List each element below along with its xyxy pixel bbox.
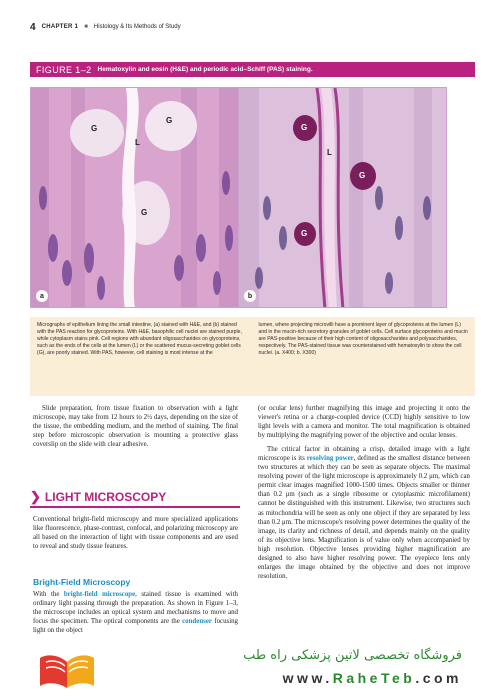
url-suffix: .com (415, 670, 462, 686)
watermark-banner (0, 640, 500, 700)
page-number: 4 (30, 21, 36, 33)
section-chevron-icon: ❯ (30, 489, 41, 504)
resolving-text-2: , defined as the smallest distance between two structures at which they can be seen as separate objects. The maximal resolving power of the light microscope is approximately 0.2 μm, which can permit clear images magnified 1000-1500 times. Objects smaller or thinner than 0.2 μm (such as a single ribosome or cytoplasmic microfilament) cannot be distinguished with this instrument. Likewise, two structures such as mitochondria will be seen as only one object if they are separated by less than 0.2 μm. The microscope's resolving power determines the quality of the image, its clarity and richness of detail, and depends mainly on the quality of its objective lens. Magnification is of value only when accompanied by high resolution. Objective lenses providing higher magnification are designed to also have higher resolving power. The eyepiece lens only enlarges the image obtained by the objective and does not improve resolution. (258, 455, 470, 580)
panel-a-label: a (36, 290, 48, 302)
section-heading (30, 488, 240, 508)
term-condenser: condenser (182, 618, 212, 626)
bright-field-text-1: With the (33, 591, 64, 598)
bright-field-text-2: , stained tissue is examined with ordinary light passing through the preparation. As shown in Figure 1–3, the microscope includes an optical system and mechanisms to move and focus the specimen. The optical components are the (33, 591, 238, 626)
figure-title-bar (30, 62, 475, 77)
running-header (30, 20, 470, 34)
figure-title: Hematoxylin and eosin (H&E) and periodic acid–Schiff (PAS) staining. (97, 66, 313, 73)
body-paragraph-ocular-lens: (or ocular lens) further magnifying this image and projecting it onto the viewer's retina or a charge-coupled device (CCD) highly sensitive to low light levels with a camera and monitor. The total magnification is obtained by multiplying the magnifying power of the objective and ocular lenses. (258, 405, 470, 440)
goblet-cell-label-a3: G (141, 208, 148, 217)
book-logo-icon (38, 650, 96, 690)
body-paragraph-light-microscopy: Conventional bright-field microscopy and more specialized applications like fluorescence, phase-contrast, confocal, and polarizing microscopy are all based on the interaction of light with tissue components and are used to reveal and study tissue features. (33, 516, 238, 551)
lumen-label-a: L (135, 138, 140, 147)
left-column-section (33, 515, 238, 551)
figure-caption (30, 317, 475, 396)
body-paragraph-slide-prep: Slide preparation, from tissue fixation to observation with a light microscope, may take from 12 hours to 2½ days, depending on the size of the tissue, the embedding medium, and the method of staining. The final step before microscopic observation is mounting a protective glass coverslip on the slide with clear adhesive. (33, 405, 238, 449)
caption-left-column: Micrographs of epithelium lining the small intestine, (a) stained with H&E, and (b) stained with the PAS reaction for glycoproteins. With H&E, basophilic cell nuclei are stained purple, while cytoplasm stains pink. Cell regions with abundant oligosaccharides on glycoproteins, such as the ends of the cells at the lumen (L) or the scattered mucus-secreting goblet cells (G), are poorly stained. With PAS, however, cell staining is most intense at the (37, 322, 242, 357)
subsection-heading: Bright-Field Microscopy (33, 577, 131, 587)
resolving-text-1: The critical factor in obtaining a crisp, detailed image with a light microscope is its (258, 446, 470, 463)
figure-label: FIGURE 1–2 (36, 64, 92, 75)
goblet-cell-label-b3: G (301, 229, 308, 238)
left-column-subsection (33, 590, 238, 640)
lumen-label-b: L (327, 148, 332, 157)
right-column (258, 404, 470, 640)
url-prefix: www. (282, 670, 333, 686)
goblet-cell-label-b1: G (301, 123, 308, 132)
url-brand: RaheTeb (332, 670, 416, 686)
micrograph-panel-a (30, 87, 239, 308)
watermark-url (283, 670, 462, 686)
body-paragraph-resolving-power (258, 445, 470, 581)
goblet-cell-label-a2: G (166, 116, 173, 125)
goblet-cell-label-a1: G (91, 124, 98, 133)
pas-micrograph-image (239, 88, 447, 308)
bright-field-text-3: focusing light on the object (33, 618, 238, 635)
chapter-title: Histology & Its Methods of Study (93, 24, 181, 30)
body-paragraph-bright-field (33, 590, 238, 635)
caption-right-column: lumen, where projecting microvilli have a prominent layer of glycoproteins at the lumen (L) and in the mucin-rich secretory granules of goblet cells. Cell surface glycoproteins and mucin are PAS-positive because of their high content of oligosaccharides and polysaccharides, respectively. The PAS-stained tissue was counterstained with hematoxylin to show the cell nuclei. (a. X400; b. X300) (258, 322, 468, 357)
chapter-label: CHAPTER 1 (41, 24, 79, 30)
left-column (33, 404, 238, 449)
term-resolving-power: resolving power (306, 455, 354, 463)
header-separator: ■ (84, 24, 88, 30)
term-bright-field-microscope: bright-field microscope (63, 591, 136, 598)
he-micrograph-image (31, 88, 239, 308)
section-title: LIGHT MICROSCOPY (44, 490, 167, 504)
micrograph-panel-b (238, 87, 447, 308)
watermark-persian-text: فروشگاه تخصصی لاتین پزشکی راه طب (243, 648, 462, 663)
goblet-cell-label-b2: G (359, 171, 366, 180)
panel-b-label: b (244, 290, 256, 302)
